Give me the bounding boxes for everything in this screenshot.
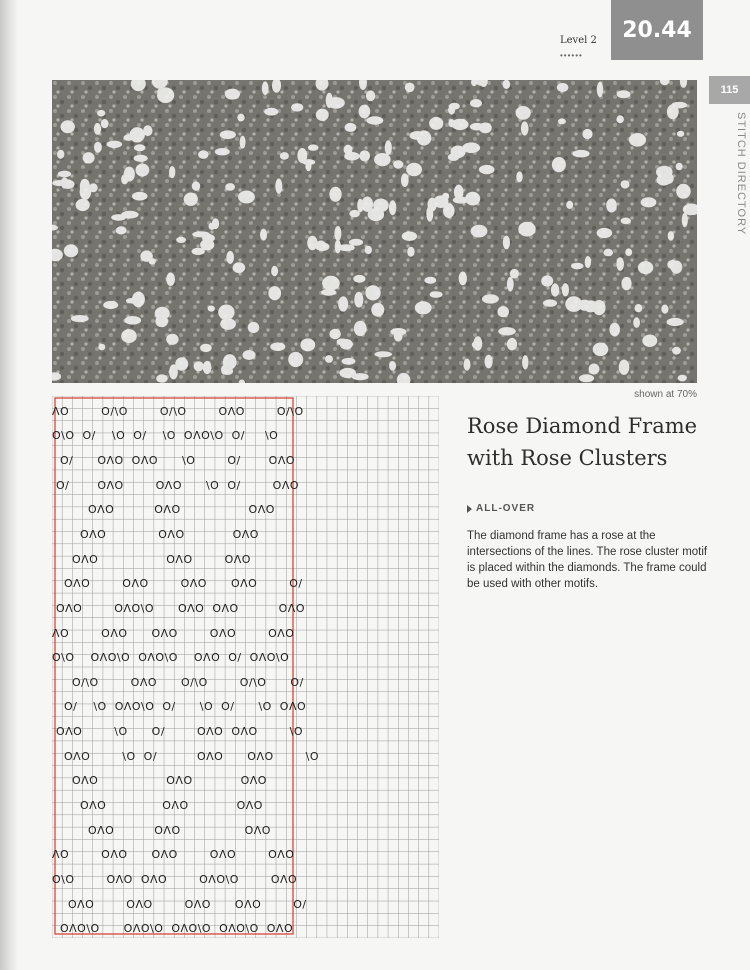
chart-row-symbols: OΛO OΛO OΛO bbox=[52, 503, 275, 517]
triangle-bullet-icon bbox=[467, 505, 472, 513]
chart-row bbox=[52, 818, 439, 843]
chart-row bbox=[52, 916, 439, 941]
difficulty-dots: •••••• bbox=[560, 51, 583, 60]
chart-row-symbols: OΛO OΛO OΛO OΛO O/ bbox=[52, 577, 303, 591]
chart-row-symbols: O\O O/ \O O/ \O OΛO\O O/ \O bbox=[52, 429, 279, 443]
chart-row bbox=[52, 399, 439, 424]
chart-row-symbols: OΛO OΛO OΛO bbox=[52, 527, 259, 541]
pattern-number: 20.44 bbox=[611, 0, 703, 60]
chart-row bbox=[52, 547, 439, 572]
section-tab: STITCH DIRECTORY bbox=[735, 112, 747, 236]
chart-row-symbols: O/ \O OΛO\O O/ \O O/ \O OΛO bbox=[52, 700, 307, 714]
chart-row-symbols: OΛO \O O/ OΛO OΛO \O bbox=[52, 725, 304, 739]
chart-row bbox=[52, 571, 439, 596]
category-label: ALL-OVER bbox=[476, 503, 536, 514]
chart-row bbox=[52, 522, 439, 547]
pattern-category bbox=[467, 503, 535, 514]
chart-row bbox=[52, 867, 439, 892]
pattern-title: Rose Diamond Frame with Rose Clusters bbox=[467, 414, 698, 470]
chart-row-symbols: OΛO\O OΛO\O OΛO\O OΛO\O OΛO bbox=[52, 922, 294, 936]
chart-row-symbols: O/\O OΛO O/\O O/\O O/ bbox=[52, 675, 304, 689]
chart-row-symbols: ΛO OΛO OΛO OΛO OΛO bbox=[52, 848, 295, 862]
chart-row bbox=[52, 744, 439, 769]
chart-row-symbols: OΛO OΛO OΛO bbox=[52, 552, 251, 566]
chart-row-symbols: OΛO OΛO OΛO OΛO O/ bbox=[52, 897, 307, 911]
chart-row bbox=[52, 424, 439, 449]
chart-row bbox=[52, 621, 439, 646]
chart-row bbox=[52, 842, 439, 867]
chart-row bbox=[52, 892, 439, 917]
knitting-chart bbox=[52, 396, 439, 938]
chart-row-symbols: OΛO OΛO OΛO bbox=[52, 823, 271, 837]
chart-row-symbols: ΛO OΛO OΛO OΛO OΛO bbox=[52, 626, 295, 640]
chart-row bbox=[52, 793, 439, 818]
chart-row-symbols: O/ OΛO OΛO \O O/ OΛO bbox=[52, 478, 300, 492]
chart-row-symbols: OΛO \O O/ OΛO OΛO \O bbox=[52, 749, 319, 763]
lace-texture-image bbox=[52, 80, 697, 383]
chart-row-symbols: OΛO OΛO\O OΛO OΛO OΛO bbox=[52, 601, 305, 615]
pattern-description: The diamond frame has a rose at the intersections of the lines. The rose cluster motif is placed within the diamonds. The frame could be used with other motifs. bbox=[467, 530, 708, 590]
chart-row bbox=[52, 596, 439, 621]
chart-row-symbols: O\O OΛO\O OΛO\O OΛO O/ OΛO\O bbox=[52, 651, 290, 665]
knitted-swatch-photo bbox=[52, 80, 697, 383]
chart-row-symbols: ΛO O/\O O/\O OΛO O/\O bbox=[52, 404, 304, 418]
chart-row bbox=[52, 498, 439, 523]
chart-row-symbols: OΛO OΛO OΛO bbox=[52, 798, 263, 812]
chart-row bbox=[52, 645, 439, 670]
chart-row bbox=[52, 670, 439, 695]
chart-row bbox=[52, 448, 439, 473]
swatch-caption: shown at 70% bbox=[634, 389, 697, 400]
book-spine-shadow bbox=[0, 0, 18, 970]
chart-row bbox=[52, 719, 439, 744]
chart-row-symbols: O\O OΛO OΛO OΛO\O OΛO bbox=[52, 872, 298, 886]
chart-row-symbols: O/ OΛO OΛO \O O/ OΛO bbox=[52, 454, 296, 468]
page-number: 115 bbox=[709, 76, 750, 104]
chart-row bbox=[52, 473, 439, 498]
chart-row bbox=[52, 695, 439, 720]
chart-row bbox=[52, 769, 439, 794]
chart-row-symbols: OΛO OΛO OΛO bbox=[52, 774, 267, 788]
difficulty-level: Level 2 bbox=[560, 35, 597, 46]
